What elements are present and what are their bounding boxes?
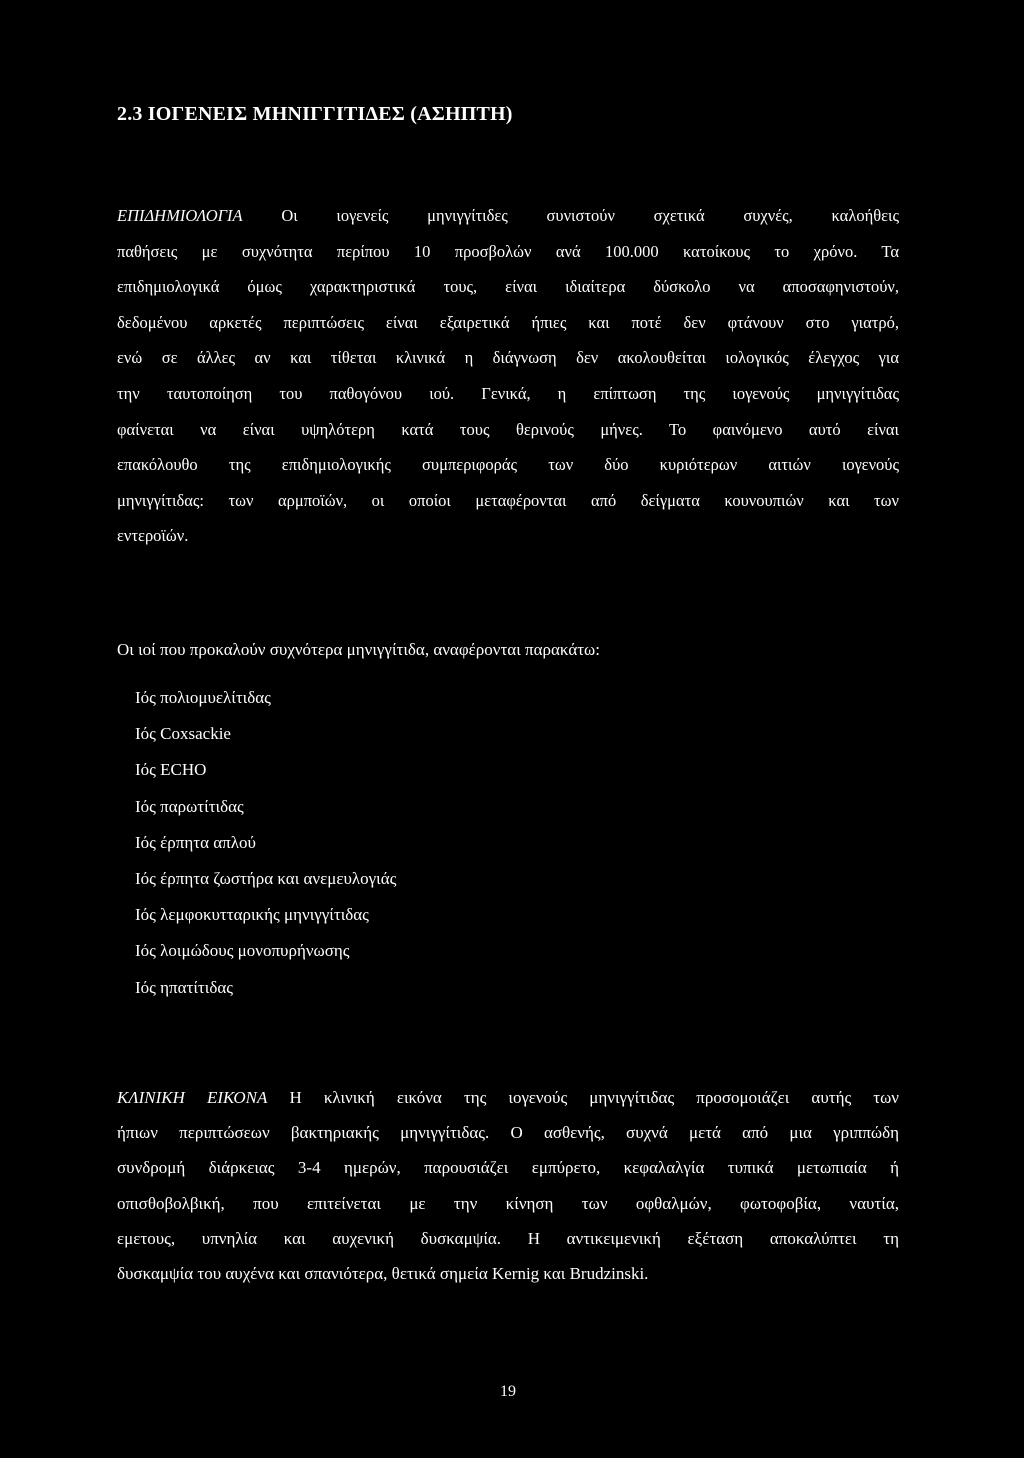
page-number: 19 <box>500 1383 516 1400</box>
virus-list-item: Ιός ηπατίτιδας <box>135 977 233 997</box>
paragraph-line: επιδημιολογικά όμως χαρακτηριστικά τους, είναι ιδιαίτερα δύσκολο να αποσαφηνιστούν, <box>117 277 899 297</box>
paragraph-line: επακόλουθο της επιδημιολογικής συμπεριφοράς των δύο κυριότερων αιτιών ιογενούς <box>117 455 899 475</box>
paragraph-line: δεδομένου αρκετές περιπτώσεις είναι εξαιρετικά ήπιες και ποτέ δεν φτάνουν στο γιατρό, <box>117 312 899 332</box>
paragraph-line: ΕΠΙΔΗΜΙΟΛΟΓΙΑ Οι ιογενείς μηνιγγίτιδες συνιστούν σχετικά συχνές, καλοήθεις <box>117 206 899 225</box>
paragraph-line: συνδρομή διάρκειας 3-4 ημερών, παρουσιάζει εμπύρετο, κεφαλαλγία τυπικά μετωπιαία ή <box>117 1158 899 1178</box>
paragraph-line: δυσκαμψία του αυχένα και σπανιότερα, θετικά σημεία Kernig και Brudzinski. <box>117 1264 649 1284</box>
virus-list-item: Ιός λεμφοκυτταρικής μηνιγγίτιδας <box>135 905 369 925</box>
paragraph-line: φαίνεται να είναι υψηλότερη κατά τους θερινούς μήνες. Το φαινόμενο αυτό είναι <box>117 419 899 439</box>
clinical-label: ΚΛΙΝΙΚΗ ΕΙΚΟΝΑ <box>117 1088 268 1107</box>
paragraph-line: εμετους, υπνηλία και αυχενική δυσκαμψία. Η αντικειμενική εξέταση αποκαλύπτει τη <box>117 1228 899 1248</box>
clinical-paragraph <box>117 1080 899 1291</box>
virus-list-item: Ιός πολιομυελίτιδας <box>135 688 271 707</box>
paragraph-line: την ταυτοποίηση του παθογόνου ιού. Γενικά, η επίπτωση της ιογενούς μηνιγγίτιδας <box>117 383 899 403</box>
epidemiology-paragraph <box>117 198 899 554</box>
virus-list-item: Ιός ECHO <box>135 760 207 780</box>
virus-list-intro: Οι ιοί που προκαλούν συχνότερα μηνιγγίτιδα, αναφέρονται παρακάτω: <box>117 640 600 659</box>
paragraph-line: εντεροϊών. <box>117 526 189 546</box>
paragraph-line: μηνιγγίτιδας: των αρμποϊών, οι οποίοι μεταφέρονται από δείγματα κουνουπιών και των <box>117 490 899 510</box>
virus-list-item: Ιός Coxsackie <box>135 724 231 744</box>
epidemiology-label: ΕΠΙΔΗΜΙΟΛΟΓΙΑ <box>117 206 243 225</box>
paragraph-line: ΚΛΙΝΙΚΗ ΕΙΚΟΝΑ Η κλινική εικόνα της ιογενούς μηνιγγίτιδας προσομοιάζει αυτής των <box>117 1088 899 1107</box>
paragraph-line: ήπιων περιπτώσεων βακτηριακής μηνιγγίτιδας. Ο ασθενής, συχνά μετά από μια γριππώδη <box>117 1123 899 1143</box>
virus-list-item: Ιός λοιμώδους μονοπυρήνωσης <box>135 941 350 961</box>
section-heading: 2.3 ΙΟΓΕΝΕΙΣ ΜΗΝΙΓΓΙΤΙΔΕΣ (ΑΣΗΠΤΗ) <box>117 103 513 125</box>
paragraph-line: παθήσεις με συχνότητα περίπου 10 προσβολών ανά 100.000 κατοίκους το χρόνο. Τα <box>117 241 899 261</box>
paragraph-line: ενώ σε άλλες αν και τίθεται κλινικά η διάγνωση δεν ακολουθείται ιολογικός έλεγχος για <box>117 348 899 368</box>
paragraph-line: οπισθοβολβική, που επιτείνεται με την κίνηση των οφθαλμών, φωτοφοβία, ναυτία, <box>117 1193 899 1213</box>
virus-list-item: Ιός έρπητα απλού <box>135 832 256 852</box>
virus-list-item: Ιός παρωτίτιδας <box>135 796 244 816</box>
virus-list-item: Ιός έρπητα ζωστήρα και ανεμευλογιάς <box>135 868 397 888</box>
virus-list <box>135 680 396 1006</box>
